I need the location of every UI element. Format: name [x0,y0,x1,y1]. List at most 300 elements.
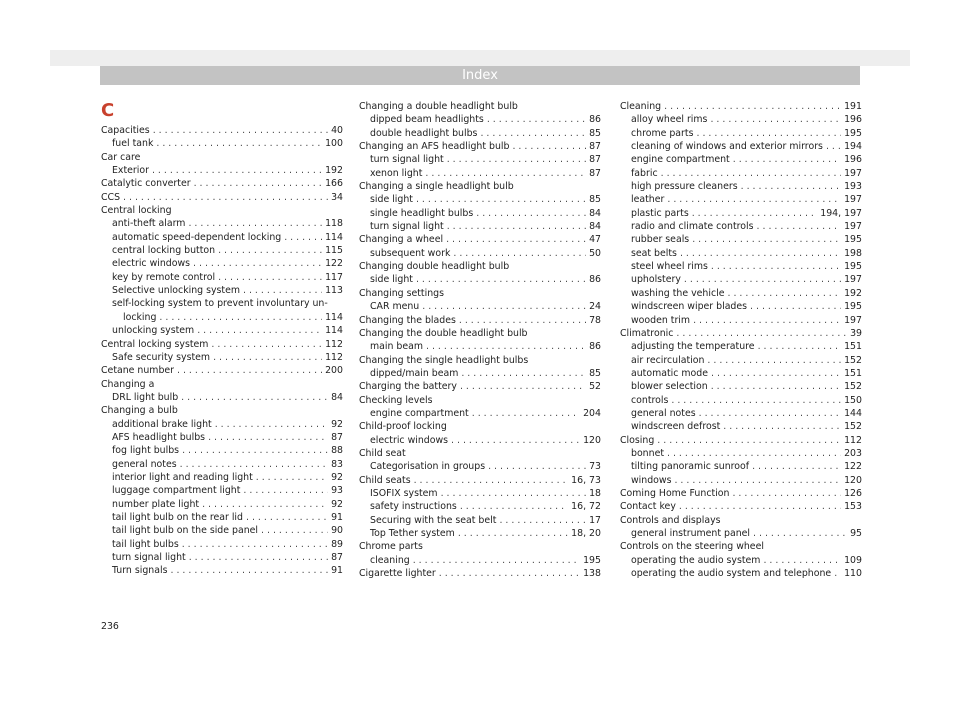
entry-label: xenon light [370,167,423,179]
dot-leader [667,193,841,206]
entry-page-ref[interactable]: 73 [589,461,601,473]
entry-label: dipped/main beam [370,367,459,379]
entry-label: radio and climate controls [631,221,754,233]
index-entry [359,287,601,300]
entry-label: automatic mode [631,367,708,379]
index-subentry [359,127,601,140]
entry-page-ref[interactable]: 85 [589,194,601,206]
entry-page-ref[interactable]: 86 [589,341,601,353]
entry-page-ref[interactable]: 114 [325,311,343,323]
entry-page-ref[interactable]: 166 [325,178,343,190]
entry-page-ref[interactable]: 152 [844,421,862,433]
dot-leader [487,113,586,126]
entry-page-ref[interactable]: 198 [844,247,862,259]
entry-page-ref[interactable]: 192 [325,165,343,177]
entry-page-ref[interactable]: 122 [844,461,862,473]
index-entry [359,314,601,327]
index-subentry [620,527,862,540]
index-column-3 [620,100,862,580]
entry-label: Exterior [112,165,149,177]
entry-page-ref[interactable]: 93 [331,485,343,497]
dot-leader [182,538,328,551]
entry-page-ref[interactable]: 117 [325,271,343,283]
dot-leader [711,367,841,380]
index-subentry [101,471,343,484]
dot-leader [750,300,841,313]
index-subentry [620,394,862,407]
entry-page-ref[interactable]: 88 [331,445,343,457]
index-subentry [620,153,862,166]
index-subentry [101,431,343,444]
dot-leader [699,407,841,420]
dot-leader [480,127,586,140]
entry-page-ref[interactable]: 84 [589,221,601,233]
dot-leader [671,394,841,407]
entry-page-ref[interactable]: 193 [844,181,862,193]
entry-page-ref[interactable]: 109 [844,554,862,566]
entry-page-ref[interactable]: 192 [844,287,862,299]
index-subentry [101,351,343,364]
dot-leader [674,474,841,487]
entry-page-ref[interactable]: 120 [583,434,601,446]
index-subentry [101,391,343,404]
index-subentry [359,407,601,420]
entry-page-ref[interactable]: 112 [325,351,343,363]
index-subentry [359,273,601,286]
entry-label: interior light and reading light [112,471,253,483]
entry-label: tail light bulb on the side panel [112,525,259,537]
entry-page-ref[interactable]: 194 [844,141,862,153]
index-subentry [101,297,343,310]
dot-leader [459,314,586,327]
dot-leader [753,527,847,540]
index-subentry [359,434,601,447]
entry-page-ref[interactable]: 151 [844,341,862,353]
dot-leader [758,340,842,353]
entry-label: Changing double headlight bulb [359,261,510,273]
entry-label: tail light bulbs [112,538,179,550]
entry-page-ref[interactable]: 87 [331,431,343,443]
entry-page-ref[interactable]: 115 [325,245,343,257]
entry-page-ref[interactable]: 90 [331,525,343,537]
index-subentry [359,527,601,540]
entry-label: Charging the battery [359,381,457,393]
index-subentry [620,460,862,473]
index-subentry [620,127,862,140]
index-subentry [359,247,601,260]
entry-label: tail light bulb on the rear lid [112,511,243,523]
entry-page-ref[interactable]: 114 [325,325,343,337]
index-subentry [101,284,343,297]
index-subentry [359,514,601,527]
dot-leader [243,484,328,497]
entry-label: Catalytic converter [101,178,191,190]
entry-label: steel wheel rims [631,261,708,273]
dot-leader [834,567,841,580]
entry-label: Changing a wheel [359,234,444,246]
dot-leader [763,554,841,567]
index-entry [101,204,343,217]
entry-page-ref[interactable]: 195 [583,554,601,566]
entry-label: electric windows [370,434,449,446]
entry-page-ref[interactable]: 197 [844,221,862,233]
entry-page-ref[interactable]: 114 [325,231,343,243]
entry-label: Climatronic [620,327,674,339]
index-entry [101,364,343,377]
index-entry [620,540,862,553]
entry-page-ref[interactable]: 50 [589,247,601,259]
dot-leader [499,514,586,527]
entry-label: air recirculation [631,354,705,366]
entry-label: luggage compartment light [112,485,241,497]
entry-page-ref[interactable]: 110 [844,568,862,580]
index-subentry [101,257,343,270]
entry-label: Coming Home Function [620,487,730,499]
dot-leader [414,474,569,487]
index-entry [101,151,343,164]
entry-page-ref[interactable]: 87 [589,167,601,179]
dot-leader [213,351,322,364]
entry-page-ref[interactable]: 197 [844,274,862,286]
entry-page-ref[interactable]: 150 [844,394,862,406]
entry-label: side light [370,194,413,206]
dot-leader [826,140,841,153]
entry-page-ref[interactable]: 92 [331,471,343,483]
entry-page-ref[interactable]: 85 [589,367,601,379]
entry-label: Selective unlocking system [112,285,240,297]
index-subentry [101,538,343,551]
entry-label: automatic speed-dependent locking [112,231,282,243]
dot-leader [256,471,328,484]
entry-page-ref[interactable]: 138 [583,568,601,580]
entry-label: chrome parts [631,127,694,139]
entry-page-ref[interactable]: 86 [589,114,601,126]
entry-label: Categorisation in groups [370,461,486,473]
entry-label: dipped beam headlights [370,114,484,126]
entry-page-ref[interactable]: 16, 73 [571,474,601,486]
entry-label: AFS headlight bulbs [112,431,206,443]
entry-label: Central locking system [101,338,209,350]
dot-leader [451,434,580,447]
entry-label: fabric [631,167,658,179]
index-subentry [101,137,343,150]
entry-page-ref[interactable]: 113 [325,285,343,297]
entry-label: Changing a bulb [101,405,178,417]
entry-label: safety instructions [370,501,457,513]
entry-label: general notes [631,407,696,419]
dot-leader [261,524,328,537]
entry-page-ref[interactable]: 78 [589,314,601,326]
entry-page-ref[interactable]: 196 [844,114,862,126]
index-subentry [101,418,343,431]
index-entry [359,140,601,153]
entry-page-ref[interactable]: 197 [844,167,862,179]
index-entry [359,447,601,460]
index-entry [101,338,343,351]
entry-label: general instrument panel [631,528,751,539]
dot-leader [661,167,841,180]
entry-page-ref[interactable]: 112 [325,338,343,350]
index-entry [101,191,343,204]
entry-page-ref[interactable]: 52 [589,381,601,393]
index-entry [620,327,862,340]
entry-label: side light [370,274,413,286]
dot-leader [732,487,841,500]
entry-page-ref[interactable]: 126 [844,487,862,499]
dot-leader [664,100,841,113]
entry-page-ref[interactable]: 92 [331,418,343,430]
entry-page-ref[interactable]: 18, 20 [571,528,601,539]
dot-leader [425,167,586,180]
entry-page-ref[interactable]: 144 [844,407,862,419]
entry-label: additional brake light [112,418,212,430]
index-subentry [101,484,343,497]
entry-page-ref[interactable]: 195 [844,127,862,139]
index-subentry [101,511,343,524]
index-subentry [620,407,862,420]
dot-leader [733,153,841,166]
entry-page-ref[interactable]: 122 [325,258,343,270]
entry-label: main beam [370,341,423,353]
index-subentry [359,460,601,473]
entry-page-ref[interactable]: 18 [589,487,601,499]
entry-page-ref[interactable]: 118 [325,218,343,230]
index-column-2 [359,100,601,580]
index-subentry [620,567,862,580]
dot-leader [476,207,586,220]
entry-label: Cetane number [101,365,175,377]
dot-leader [170,564,328,577]
index-subentry [359,500,601,513]
entry-label: electric windows [112,258,191,270]
entry-label: general notes [112,458,177,470]
entry-page-ref[interactable]: 100 [325,138,343,150]
entry-label: adjusting the temperature [631,341,755,353]
entry-page-ref[interactable]: 87 [331,552,343,563]
dot-leader [446,233,586,246]
entry-label: Changing settings [359,287,444,299]
entry-label: fuel tank [112,138,154,150]
index-subentry [620,113,862,126]
entry-label: central locking button [112,245,216,257]
entry-page-ref[interactable]: 204 [583,407,601,419]
entry-label: turn signal light [370,221,444,233]
entry-label: subsequent work [370,247,451,259]
entry-label: CCS [101,191,121,203]
dot-leader [218,244,322,257]
dot-leader [159,311,322,324]
index-entry [101,177,343,190]
entry-label: operating the audio system and telephone [631,568,832,580]
index-column-1 [101,100,343,578]
index-entry [620,487,862,500]
entry-label: alloy wheel rims [631,114,708,126]
entry-label: engine compartment [631,154,730,166]
index-subentry [620,287,862,300]
entry-page-ref[interactable]: 153 [844,501,862,513]
entry-page-ref[interactable]: 197 [844,314,862,326]
entry-page-ref[interactable]: 195 [844,261,862,273]
entry-label: Turn signals [112,565,168,577]
dot-leader [692,207,818,220]
entry-page-ref[interactable]: 194, 197 [820,207,862,219]
entry-page-ref[interactable]: 39 [850,327,862,339]
entry-label: Controls on the steering wheel [620,541,764,553]
dot-leader [693,314,841,327]
entry-label: single headlight bulbs [370,207,474,219]
dot-leader [711,260,841,273]
entry-page-ref[interactable]: 91 [331,565,343,577]
entry-page-ref[interactable]: 34 [331,191,343,203]
dot-leader [453,247,586,260]
entry-page-ref[interactable]: 112 [844,434,862,446]
entry-label: Child seat [359,447,406,459]
index-entry [101,404,343,417]
dot-leader [182,444,328,457]
index-entry [359,260,601,273]
index-subentry [101,311,343,324]
index-entry [359,474,601,487]
index-subentry [101,498,343,511]
dot-leader [667,447,841,460]
index-subentry [620,354,862,367]
entry-page-ref[interactable]: 85 [589,127,601,139]
entry-label: tilting panoramic sunroof [631,461,750,473]
entry-label: anti-theft alarm [112,218,186,230]
index-subentry [620,167,862,180]
entry-page-ref[interactable]: 195 [844,301,862,313]
entry-page-ref[interactable]: 196 [844,154,862,166]
entry-label: Changing the double headlight bulb [359,327,528,339]
entry-label: unlocking system [112,325,195,337]
entry-page-ref[interactable]: 195 [844,234,862,246]
entry-page-ref[interactable]: 92 [331,498,343,510]
dot-leader [208,431,328,444]
entry-page-ref[interactable]: 83 [331,458,343,470]
dot-leader [188,217,322,230]
index-subentry [101,524,343,537]
dot-leader [416,273,586,286]
entry-label: Safe security system [112,351,211,363]
index-subentry [101,164,343,177]
dot-leader [680,247,841,260]
entry-page-ref[interactable]: 197 [844,194,862,206]
entry-page-ref[interactable]: 40 [331,125,343,136]
dot-leader [156,137,322,150]
entry-page-ref[interactable]: 17 [589,514,601,526]
index-subentry [620,420,862,433]
dot-leader [447,220,586,233]
index-entry [359,567,601,580]
entry-page-ref[interactable]: 95 [850,528,862,539]
dot-leader [447,153,586,166]
entry-label: Top Tether system [370,528,455,539]
entry-page-ref[interactable]: 152 [844,381,862,393]
entry-label: Checking levels [359,394,433,406]
index-subentry [101,244,343,257]
entry-label: leather [631,194,665,206]
dot-leader [757,220,842,233]
entry-label: Changing the single headlight bulbs [359,354,529,366]
entry-label: Closing [620,434,655,446]
entry-label: turn signal light [370,154,444,166]
entry-label: CAR menu [370,301,420,313]
entry-page-ref[interactable]: 16, 72 [571,501,601,513]
entry-page-ref[interactable]: 86 [589,274,601,286]
dot-leader [684,273,841,286]
section-header: Index [100,66,860,85]
entry-page-ref[interactable]: 151 [844,367,862,379]
entry-label: turn signal light [112,552,186,563]
dot-leader [422,300,586,313]
entry-page-ref[interactable]: 191 [844,101,862,112]
entry-label: Chrome parts [359,541,423,553]
dot-leader [181,391,328,404]
index-subentry [359,193,601,206]
index-subentry [359,487,601,500]
index-subentry [620,247,862,260]
entry-page-ref[interactable]: 152 [844,354,862,366]
dot-leader [123,191,328,204]
entry-page-ref[interactable]: 91 [331,511,343,523]
dot-leader [461,367,586,380]
entry-label: Changing a [101,378,155,390]
entry-page-ref[interactable]: 84 [331,391,343,403]
index-entry [359,380,601,393]
entry-page-ref[interactable]: 47 [589,234,601,246]
dot-leader [488,460,586,473]
entry-page-ref[interactable]: 203 [844,447,862,459]
index-entry [359,540,601,553]
dot-leader [460,500,568,513]
entry-label: Controls and displays [620,514,721,526]
entry-page-ref[interactable]: 200 [325,365,343,377]
index-subentry [101,444,343,457]
entry-page-ref[interactable]: 89 [331,538,343,550]
entry-label: high pressure cleaners [631,181,738,193]
entry-label: Changing an AFS headlight bulb [359,141,510,153]
index-subentry [359,207,601,220]
index-entry [359,233,601,246]
entry-label: Cigarette lighter [359,568,436,580]
index-subentry [620,340,862,353]
dot-leader [692,233,841,246]
entry-page-ref[interactable]: 120 [844,474,862,486]
index-entry [101,124,343,137]
entry-page-ref[interactable]: 87 [589,141,601,153]
entry-page-ref[interactable]: 87 [589,154,601,166]
index-subentry [620,367,862,380]
entry-page-ref[interactable]: 24 [589,301,601,313]
index-entry [359,180,601,193]
dot-leader [676,327,847,340]
entry-page-ref[interactable]: 84 [589,207,601,219]
index-subentry [620,193,862,206]
entry-label: ISOFIX system [370,487,438,499]
dot-leader [218,271,322,284]
dot-leader [413,554,580,567]
entry-label: Changing a double headlight bulb [359,101,518,112]
dot-leader [472,407,580,420]
entry-label: Child-proof locking [359,421,447,433]
index-subentry [620,314,862,327]
index-subentry [620,447,862,460]
entry-label: windscreen wiper blades [631,301,748,313]
entry-label: blower selection [631,381,708,393]
index-subentry [620,207,862,220]
entry-label: windows [631,474,672,486]
entry-label: key by remote control [112,271,216,283]
